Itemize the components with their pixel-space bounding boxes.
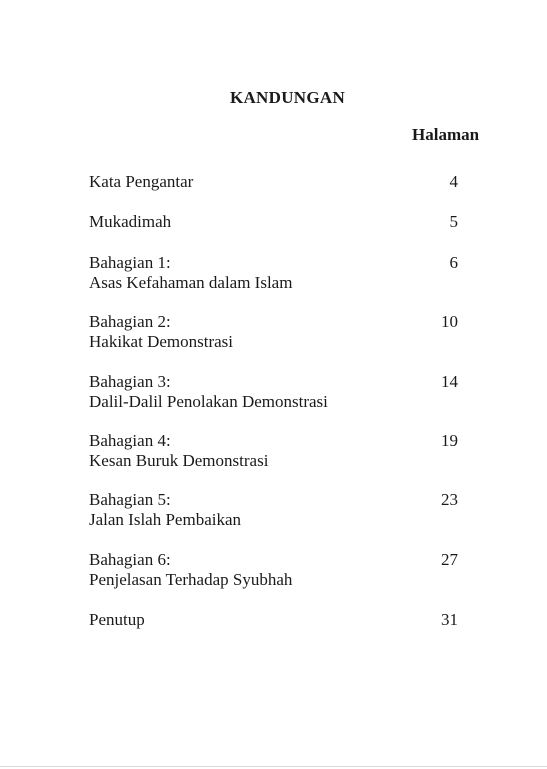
toc-entry-label — [89, 253, 389, 293]
toc-entry-page-number: 4 — [449, 172, 458, 191]
toc-entry-page-number: 14 — [441, 372, 458, 391]
toc-entry-line: Jalan Islah Pembaikan — [89, 510, 242, 529]
toc-entry-label — [89, 550, 389, 590]
toc-entry-line: Asas Kefahaman dalam Islam — [89, 273, 293, 292]
toc-entry-page-number: 31 — [441, 610, 458, 629]
toc-entry-line: Penutup — [89, 610, 145, 629]
toc-entry-mukadimah — [89, 212, 469, 232]
toc-entry-line: Bahagian 1: — [89, 253, 171, 272]
toc-entry-line: Hakikat Demonstrasi — [89, 332, 233, 351]
toc-entry-label — [89, 490, 389, 530]
toc-entry-line: Kata Pengantar — [89, 172, 194, 191]
toc-entry-bahagian-5 — [89, 490, 469, 530]
toc-entry-page-number: 27 — [441, 550, 458, 569]
toc-entry-bahagian-1 — [89, 253, 469, 293]
toc-entry-line: Mukadimah — [89, 212, 172, 231]
page-number-column-header: Halaman — [412, 125, 480, 144]
toc-entry-line: Bahagian 3: — [89, 372, 171, 391]
toc-entry-page-number: 5 — [449, 212, 458, 231]
toc-entry-label — [89, 212, 389, 232]
toc-entry-line: Dalil-Dalil Penolakan Demonstrasi — [89, 392, 328, 411]
toc-entry-label — [89, 372, 389, 412]
toc-entry-page-number: 23 — [441, 490, 458, 509]
toc-entry-line: Bahagian 2: — [89, 312, 171, 331]
toc-entry-bahagian-4 — [89, 431, 469, 471]
toc-entry-bahagian-3 — [89, 372, 469, 412]
toc-entry-penutup — [89, 610, 469, 630]
toc-entry-line: Bahagian 5: — [89, 490, 171, 509]
toc-entry-page-number: 6 — [449, 253, 458, 272]
page-bottom-divider — [0, 766, 547, 767]
toc-entry-page-number: 19 — [441, 431, 458, 450]
page-title: KANDUNGAN — [229, 88, 346, 107]
toc-entry-line: Bahagian 4: — [89, 431, 171, 450]
toc-entry-label — [89, 312, 389, 352]
toc-entry-label — [89, 431, 389, 471]
toc-entry-line: Kesan Buruk Demonstrasi — [89, 451, 269, 470]
toc-entry-line: Bahagian 6: — [89, 550, 171, 569]
toc-entry-page-number: 10 — [441, 312, 458, 331]
toc-entry-bahagian-2 — [89, 312, 469, 352]
toc-entry-kata-pengantar — [89, 172, 469, 192]
toc-entry-label — [89, 172, 389, 192]
toc-entry-line: Penjelasan Terhadap Syubhah — [89, 570, 293, 589]
toc-entry-label — [89, 610, 389, 630]
toc-entry-bahagian-6 — [89, 550, 469, 590]
